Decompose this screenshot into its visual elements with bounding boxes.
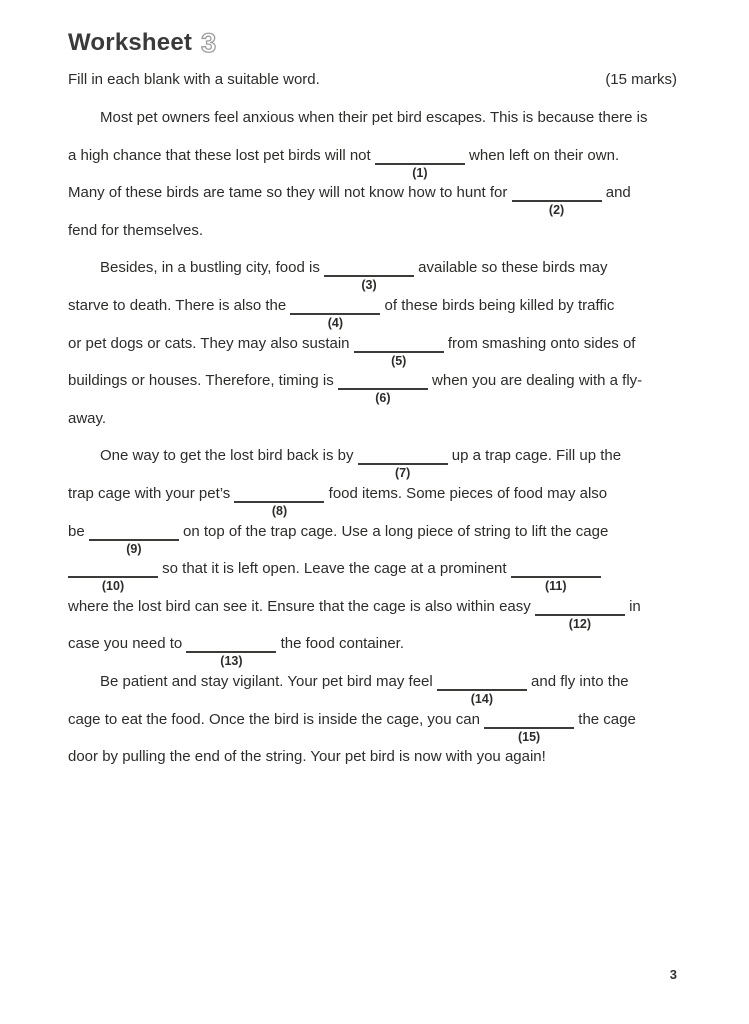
instruction-text: Fill in each blank with a suitable word. (68, 71, 320, 88)
text-segment: or pet dogs or cats. They may also sustain (68, 334, 354, 352)
text-segment: and (601, 184, 631, 202)
marks-label: (15 marks) (605, 71, 677, 88)
blank-number: (13) (220, 654, 243, 669)
text-segment: where the lost bird can see it. Ensure that the cage is also within easy (68, 597, 535, 615)
blank-field (186, 636, 276, 669)
blank-field (234, 486, 324, 518)
blank-number: (15) (517, 729, 541, 744)
blank-number: (4) (327, 315, 343, 330)
text-segment: fend for themselves. (68, 221, 204, 239)
blank-field (68, 561, 158, 594)
text-line (68, 137, 680, 180)
blank-field (324, 260, 414, 293)
text-segment: a high chance that these lost pet birds will not (68, 146, 375, 164)
text-line (68, 174, 680, 218)
blank-number: (6) (375, 391, 391, 406)
text-line (68, 625, 680, 669)
text-segment: Most pet owners feel anxious when their pet bird escapes. This is because there is (100, 109, 648, 126)
text-segment: cage to eat the food. Once the bird is inside the cage, you can (68, 710, 485, 728)
worksheet-body (68, 99, 680, 776)
worksheet-title: Worksheet (68, 29, 193, 56)
blank-field (358, 448, 448, 481)
blank-field (535, 599, 625, 631)
instruction-row (68, 71, 677, 88)
text-line (68, 362, 680, 406)
text-line (68, 325, 680, 368)
page-header (68, 28, 216, 59)
text-line (68, 588, 680, 631)
text-segment: so that it is left open. Leave the cage at a prominent (158, 560, 511, 578)
text-line (68, 400, 680, 438)
text-line (68, 212, 680, 250)
text-line (68, 249, 680, 293)
blank-field (375, 148, 465, 180)
text-line (68, 513, 680, 556)
text-segment: and fly into the (526, 672, 629, 690)
text-segment: trap cage with your pet’s (68, 484, 235, 502)
blank-field (338, 373, 428, 406)
text-segment: available so these birds may (414, 259, 608, 277)
text-segment: buildings or houses. Therefore, timing is (68, 372, 338, 390)
text-line (68, 738, 680, 776)
blank-number: (12) (568, 616, 592, 631)
text-segment: on top of the trap cage. Use a long piece of string to lift the cage (178, 522, 609, 540)
blank-number: (3) (361, 278, 377, 293)
text-line (68, 550, 680, 594)
blank-number: (9) (126, 541, 142, 556)
text-segment: be (68, 522, 89, 540)
blank-field (290, 298, 380, 330)
text-segment: from smashing onto sides of (443, 334, 636, 352)
page-number: 3 (669, 967, 677, 982)
blank-field (354, 336, 444, 368)
text-segment: of these birds being killed by traffic (380, 296, 615, 314)
text-segment: food items. Some pieces of food may also (324, 484, 608, 502)
text-line (68, 437, 680, 481)
text-segment: door by pulling the end of the string. Your pet bird is now with you again! (68, 748, 546, 766)
text-segment: when left on their own. (464, 146, 620, 164)
blank-number: (10) (101, 579, 125, 594)
text-segment: up a trap cage. Fill up the (447, 447, 622, 465)
text-segment: away. (68, 409, 107, 427)
text-line (68, 287, 680, 330)
text-line (68, 475, 680, 518)
blank-number: (5) (391, 353, 407, 368)
text-segment: Be patient and stay vigilant. Your pet bird may feel (100, 672, 437, 690)
blank-number: (2) (548, 203, 565, 218)
blank-number: (11) (544, 579, 567, 594)
text-segment: Besides, in a bustling city, food is (100, 259, 325, 277)
text-line (68, 663, 680, 706)
blank-field (512, 185, 602, 218)
blank-number: (7) (395, 466, 411, 481)
text-segment: when you are dealing with a fly- (427, 372, 643, 390)
text-segment: case you need to (68, 635, 187, 653)
text-segment: One way to get the lost bird back is by (100, 447, 358, 465)
text-segment: the cage (574, 710, 636, 728)
blank-field (89, 524, 179, 556)
text-segment: the food container. (276, 635, 405, 653)
text-segment: in (624, 597, 641, 615)
blank-field (484, 712, 574, 744)
text-segment: starve to death. There is also the (68, 296, 291, 314)
text-line (68, 99, 680, 137)
text-segment: Many of these birds are tame so they will not know how to hunt for (68, 184, 512, 202)
text-line (68, 701, 680, 744)
worksheet-number: 3 (201, 28, 217, 58)
blank-number: (8) (271, 503, 288, 518)
blank-number: (1) (412, 165, 428, 180)
blank-field (511, 561, 601, 594)
blank-field (437, 674, 527, 706)
blank-number: (14) (470, 691, 494, 706)
